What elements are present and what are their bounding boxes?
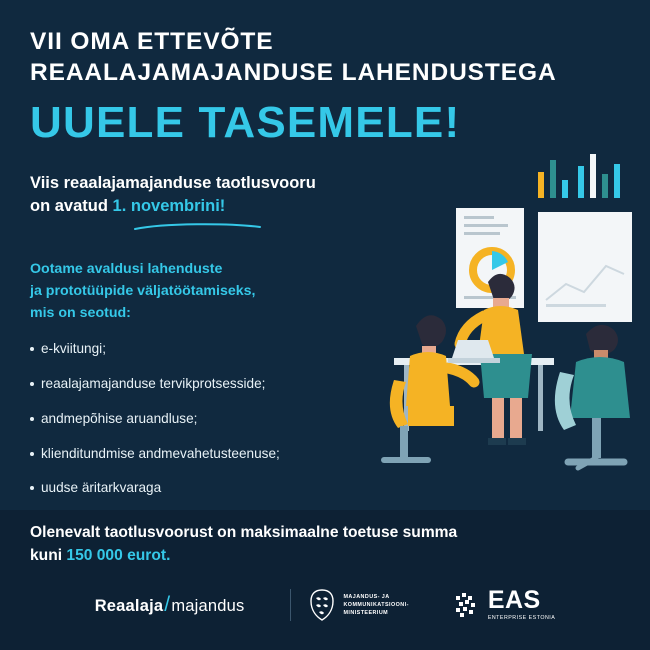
logo-reaalaja-light: majandus [171, 597, 245, 615]
logo-ministry [290, 589, 408, 621]
headline-line-3: UUELE TASEMELE! [30, 97, 461, 147]
footnote-prefix: kuni [30, 546, 67, 564]
logo-eas [455, 586, 556, 621]
logo-ministry-line-1: MAJANDUS- JA [343, 593, 390, 600]
footnote-block [30, 522, 600, 567]
eas-mark-icon [455, 592, 481, 618]
subhead-line-2-prefix: on avatud [30, 197, 113, 216]
logo-reaalajamajandus [95, 593, 245, 617]
list-item: reaalajamajanduse tervikprotsesside; [30, 375, 400, 393]
logo-eas-text [487, 586, 556, 621]
logo-reaalaja-bold: Reaalaja [94, 597, 164, 615]
list-item: uudse äritarkvaraga [30, 479, 400, 497]
headline-line-2: REAALAJAMAJANDUSE LAHENDUSTEGA [30, 59, 557, 87]
subhead-block [30, 172, 405, 219]
logo-ministry-text [343, 593, 408, 617]
subhead-line-1: Viis reaalajamajanduse taotlusvooru [30, 174, 316, 192]
list-item: e-kviitungi; [30, 340, 400, 358]
list-item: klienditundmise andmevahetusteenuse; [30, 445, 400, 463]
footnote-line-1: Olenevalt taotlusvoorust on maksimaalne toetuse summa [30, 524, 458, 541]
logo-slash-icon: / [164, 593, 171, 616]
lead-line-1: Ootame avaldusi lahenduste [30, 261, 223, 277]
logo-eas-word: EAS [487, 586, 541, 615]
list-item: andmepõhise aruandluse; [30, 410, 400, 428]
logo-ministry-line-3: MINISTEERIUM [343, 610, 389, 617]
lead-line-3: mis on seotud: [30, 305, 131, 321]
lead-line-2: ja prototüüpide väljatöötamiseks, [30, 283, 256, 299]
headline-block [30, 26, 590, 149]
logo-ministry-line-2: KOMMUNIKATSIOONI- [343, 601, 409, 608]
footnote-line-2 [30, 545, 600, 568]
footnote-amount: 150 000 eurot. [66, 546, 171, 564]
subhead-line-2 [30, 195, 405, 218]
office-illustration [360, 150, 650, 510]
headline-line-1: VII OMA ETTEVÕTE [30, 28, 274, 55]
bullet-list [30, 340, 400, 514]
underline-swoosh-decoration [134, 222, 262, 232]
estonia-coat-of-arms-icon [309, 589, 335, 621]
logo-bar [0, 582, 650, 628]
lead-paragraph [30, 258, 390, 324]
logo-eas-subtitle: ENTERPRISE ESTONIA [487, 614, 556, 621]
subhead-deadline: 1. novembrini! [112, 197, 226, 216]
